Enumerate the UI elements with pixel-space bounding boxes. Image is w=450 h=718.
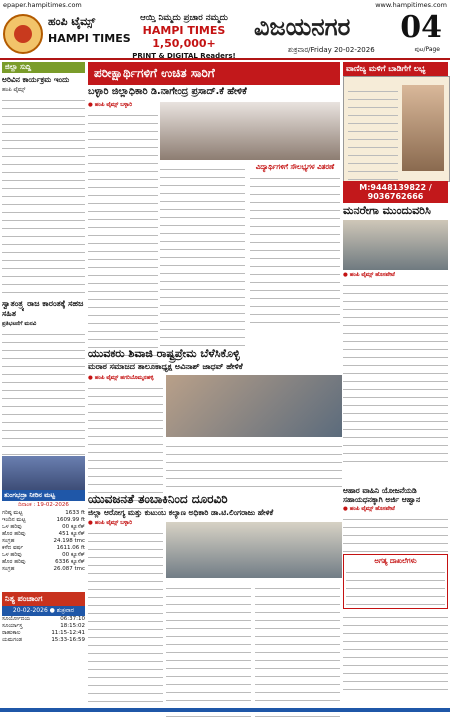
building-photo xyxy=(402,85,444,171)
story2-byline: ● ಹಂಪಿ ಟೈಮ್ಸ್ ಹಗರಿಬೊಮ್ಮನಹಳ್ಳಿ xyxy=(88,375,154,381)
lead-photo xyxy=(160,102,340,160)
panchang-row-value: 06:37:10 xyxy=(60,616,85,622)
page-label: ಪುಟ/Page xyxy=(414,46,440,53)
water-level-row-key: ಕಳೆದ ವರ್ಷ xyxy=(2,545,24,551)
story3-col3 xyxy=(255,582,340,718)
story2-subheadline: ಮರಾಠ ಸಮಾಜದ ತಾಲೂಕಾಧ್ಯಕ್ಷ ಅವಿನಾಶ್ ಜಾಧವ್ ಹೇಳಿಕೆ xyxy=(88,362,243,371)
panchang-row xyxy=(2,637,85,644)
lead-headline-banner: ಪರೀಕ್ಷಾರ್ಥಿಗಳಿಗೆ ಉಚಿತ ಸಾರಿಗೆ xyxy=(88,62,340,85)
story3-byline: ● ಹಂಪಿ ಟೈಮ್ಸ್ ಬಳ್ಳಾರಿ xyxy=(88,520,133,526)
water-level-row-value: 1609.99 ft xyxy=(56,517,85,523)
left-story1-headline: ಅರಿವಿನ ಕಾರ್ಯಕ್ರಮ ಇಂದು xyxy=(2,75,70,84)
story3-subheadline: ಜಿಲ್ಲಾ ಆರೋಗ್ಯ ಮತ್ತು ಕುಟುಂಬ ಕಲ್ಯಾಣ ಅಧಿಕಾರಿ ಡಾ.ಟಿ.ಲಿಂಗರಾಜು ಹೇಳಿಕೆ xyxy=(88,508,274,517)
section-header: ಜಿಲ್ಲಾ ಸುದ್ದಿ xyxy=(2,62,85,73)
right-story1-photo xyxy=(343,220,448,270)
promo-line2: HAMPI TIMES 1,50,000+ xyxy=(142,24,226,50)
water-level-row-value: 1633 ft xyxy=(65,510,85,516)
panchang-row-value: 15:33-16:59 xyxy=(51,637,85,643)
ad-phone-number[interactable]: M:9448139822 / 9036762666 xyxy=(343,181,448,203)
lead-story-col1 xyxy=(88,102,158,365)
right-story2-headline: ಆಹಾರ ವಾಹಿನಿ ಯೋಜನೆಯಡಿ ಸಹಾಯಧನಕ್ಕಾಗಿ ಅರ್ಜಿ ಆಹ್ವಾನ xyxy=(343,486,421,504)
water-level-header: ತುಂಗಭದ್ರಾ ನೀರಿನ ಮಟ್ಟ xyxy=(2,490,85,501)
edition-name: ವಿಜಯನಗರ xyxy=(254,12,351,41)
story2-col2 xyxy=(166,440,342,488)
panchang-date: 20-02-2026 ● ಶುಕ್ರವಾರ xyxy=(2,606,85,616)
epaper-url[interactable]: epaper.hampitimes.com xyxy=(3,1,82,9)
panchang-row-value: 11:15-12:41 xyxy=(51,630,85,636)
water-level-row-value: 00 ಕ್ಯೂಸೆಕ್ xyxy=(62,552,85,558)
tungabhadra-water-level xyxy=(2,456,85,573)
water-level-row-value: 00 ಕ್ಯೂಸೆಕ್ xyxy=(62,524,85,530)
water-level-row xyxy=(2,559,85,566)
water-level-row-key: ಇಂದಿನ ಮಟ್ಟ xyxy=(2,517,26,523)
water-level-row-key: ಗರಿಷ್ಠ ಮಟ್ಟ xyxy=(2,510,23,516)
left-story2-body xyxy=(2,328,85,471)
top-url-bar xyxy=(0,0,450,10)
lead-byline: ● ಹಂಪಿ ಟೈಮ್ಸ್ ಬಳ್ಳಾರಿ xyxy=(88,102,133,108)
brand-kannada: ಹಂಪಿ ಟೈಮ್ಸ್ xyxy=(48,15,96,28)
right-story2-body xyxy=(343,506,448,691)
lead-inset xyxy=(250,163,340,324)
water-level-row-value: 6336 ಕ್ಯೂಸೆಕ್ xyxy=(55,559,85,565)
lead-story-col2 xyxy=(160,163,245,347)
story3-col2 xyxy=(166,582,251,718)
water-level-row-value: 451 ಕ್ಯೂಸೆಕ್ xyxy=(58,531,85,537)
panchang-row-key: ಸೂರ್ಯಾಸ್ತ xyxy=(2,623,23,629)
lead-subheadline: ಬಳ್ಳಾರಿ ಜಿಲ್ಲಾಧಿಕಾರಿ ಡಿ.ನಾಗೇಂದ್ರ ಪ್ರಸಾದ್.ಕೆ ಹೇಳಿಕೆ xyxy=(88,86,247,97)
hampi-times-logo xyxy=(3,14,43,54)
water-level-row-key: ಸಂಗ್ರಹ xyxy=(2,538,15,544)
required-documents-box xyxy=(343,554,448,609)
masthead xyxy=(0,10,450,60)
panchang-table xyxy=(2,616,85,644)
right-story1-headline: ಮನರೇಗಾ ಮುಂದುವರಿಸಿ xyxy=(343,204,431,217)
panchang-row xyxy=(2,623,85,630)
story2-headline: ಯುವಕರು ಶಿವಾಜಿ ರಾಷ್ಟ್ರಪ್ರೇಮ ಬೆಳೆಸಿಕೊಳ್ಳಿ xyxy=(88,347,240,360)
panchang-header: ನಿತ್ಯ ಪಂಚಾಂಗ xyxy=(2,592,85,606)
daily-panchang xyxy=(2,592,85,644)
panchang-row xyxy=(2,616,85,623)
right-story1-byline: ● ಹಂಪಿ ಟೈಮ್ಸ್ ಹೊಸಪೇಟೆ xyxy=(343,272,395,278)
ad-headline: ವಾಣಿಜ್ಯ ಮಳಿಗೆ ಬಾಡಿಗೆಗೆ ಲಭ್ಯ xyxy=(343,62,448,76)
left-story2-subhead: ಪ್ರತಿಭಟನೆಗೆ ಮನವಿ xyxy=(2,321,37,327)
right-story1-body xyxy=(343,272,448,463)
ad-text-lines xyxy=(348,85,398,181)
panchang-row-key: ಯಮಗಂಡ xyxy=(2,637,23,643)
promo-line1: ಆಯ್ತಿ ನಿಮ್ಮದು ಪ್ರಚಾರ ನಮ್ಮದು xyxy=(140,13,228,23)
water-level-row xyxy=(2,531,85,538)
panchang-row xyxy=(2,630,85,637)
water-level-row-key: ಸಂಗ್ರಹ xyxy=(2,566,15,572)
website-url[interactable]: www.hampitimes.com xyxy=(375,1,447,9)
left-story1-byline: ಹಂಪಿ ಟೈಮ್ಸ್ xyxy=(2,87,26,93)
right-story2-byline: ● ಹಂಪಿ ಟೈಮ್ಸ್ ಹೊಸಪೇಟೆ xyxy=(343,506,395,512)
water-level-row-key: ಹೊರ ಹರಿವು xyxy=(2,531,26,537)
water-level-row xyxy=(2,517,85,524)
promo-line3: PRINT & DIGITAL Readers! xyxy=(132,52,236,60)
dateline: ಶುಕ್ರವಾರ/Friday 20-02-2026 xyxy=(288,46,375,54)
panchang-row-key: ರಾಹುಕಾಲ xyxy=(2,630,21,636)
water-level-row-key: ಒಳ ಹರಿವು xyxy=(2,552,22,558)
page-number: 04 xyxy=(400,10,442,45)
brand-english: HAMPI TIMES xyxy=(48,32,131,45)
water-level-row xyxy=(2,510,85,517)
story3-photo xyxy=(166,522,342,578)
water-level-date: ದಿನಾಂಕ : 19-02-2026 xyxy=(18,502,69,508)
water-level-row xyxy=(2,545,85,552)
lead-inset-headline: ವಿದ್ಯಾರ್ಥಿಗಳಿಗೆ ಸೌಲಭ್ಯಗಳ ವಿತರಣೆ xyxy=(255,163,335,171)
panchang-row-value: 18:15:02 xyxy=(60,623,85,629)
story3-headline: ಯುವಜನತೆ ತಂಬಾಕಿನಿಂದ ದೂರವಿರಿ xyxy=(88,492,228,506)
left-story1-body xyxy=(2,94,85,293)
required-documents-head: ಅಗತ್ಯ ದಾಖಲೆಗಳು xyxy=(374,557,417,565)
water-level-row-key: ಹೊರ ಹರಿವು xyxy=(2,559,26,565)
water-level-row xyxy=(2,538,85,545)
bottom-bar xyxy=(0,708,450,712)
story3-col1 xyxy=(88,520,163,711)
water-level-row xyxy=(2,552,85,559)
promo-box xyxy=(120,13,248,60)
water-level-row xyxy=(2,524,85,531)
rental-ad xyxy=(343,76,450,182)
water-level-row xyxy=(2,566,85,573)
dam-photo xyxy=(2,456,85,490)
water-level-row-value: 1611.06 ft xyxy=(56,545,85,551)
left-story2-headline: ಸ್ವಾತಂತ್ರ್ಯ ರಾಜ ಕಾರಂತಕ್ಕೆ ಸಹಜ ಸಹಿತ xyxy=(2,299,84,318)
water-level-row-key: ಒಳ ಹರಿವು xyxy=(2,524,22,530)
water-level-table xyxy=(2,510,85,573)
story2-col1 xyxy=(88,375,163,510)
water-level-row-value: 24.198 tmc xyxy=(53,538,85,544)
story2-photo xyxy=(166,375,342,437)
panchang-row-key: ಸೂರ್ಯೋದಯ xyxy=(2,616,31,622)
water-level-row-value: 26.087 tmc xyxy=(53,566,85,572)
right-column xyxy=(343,62,448,76)
